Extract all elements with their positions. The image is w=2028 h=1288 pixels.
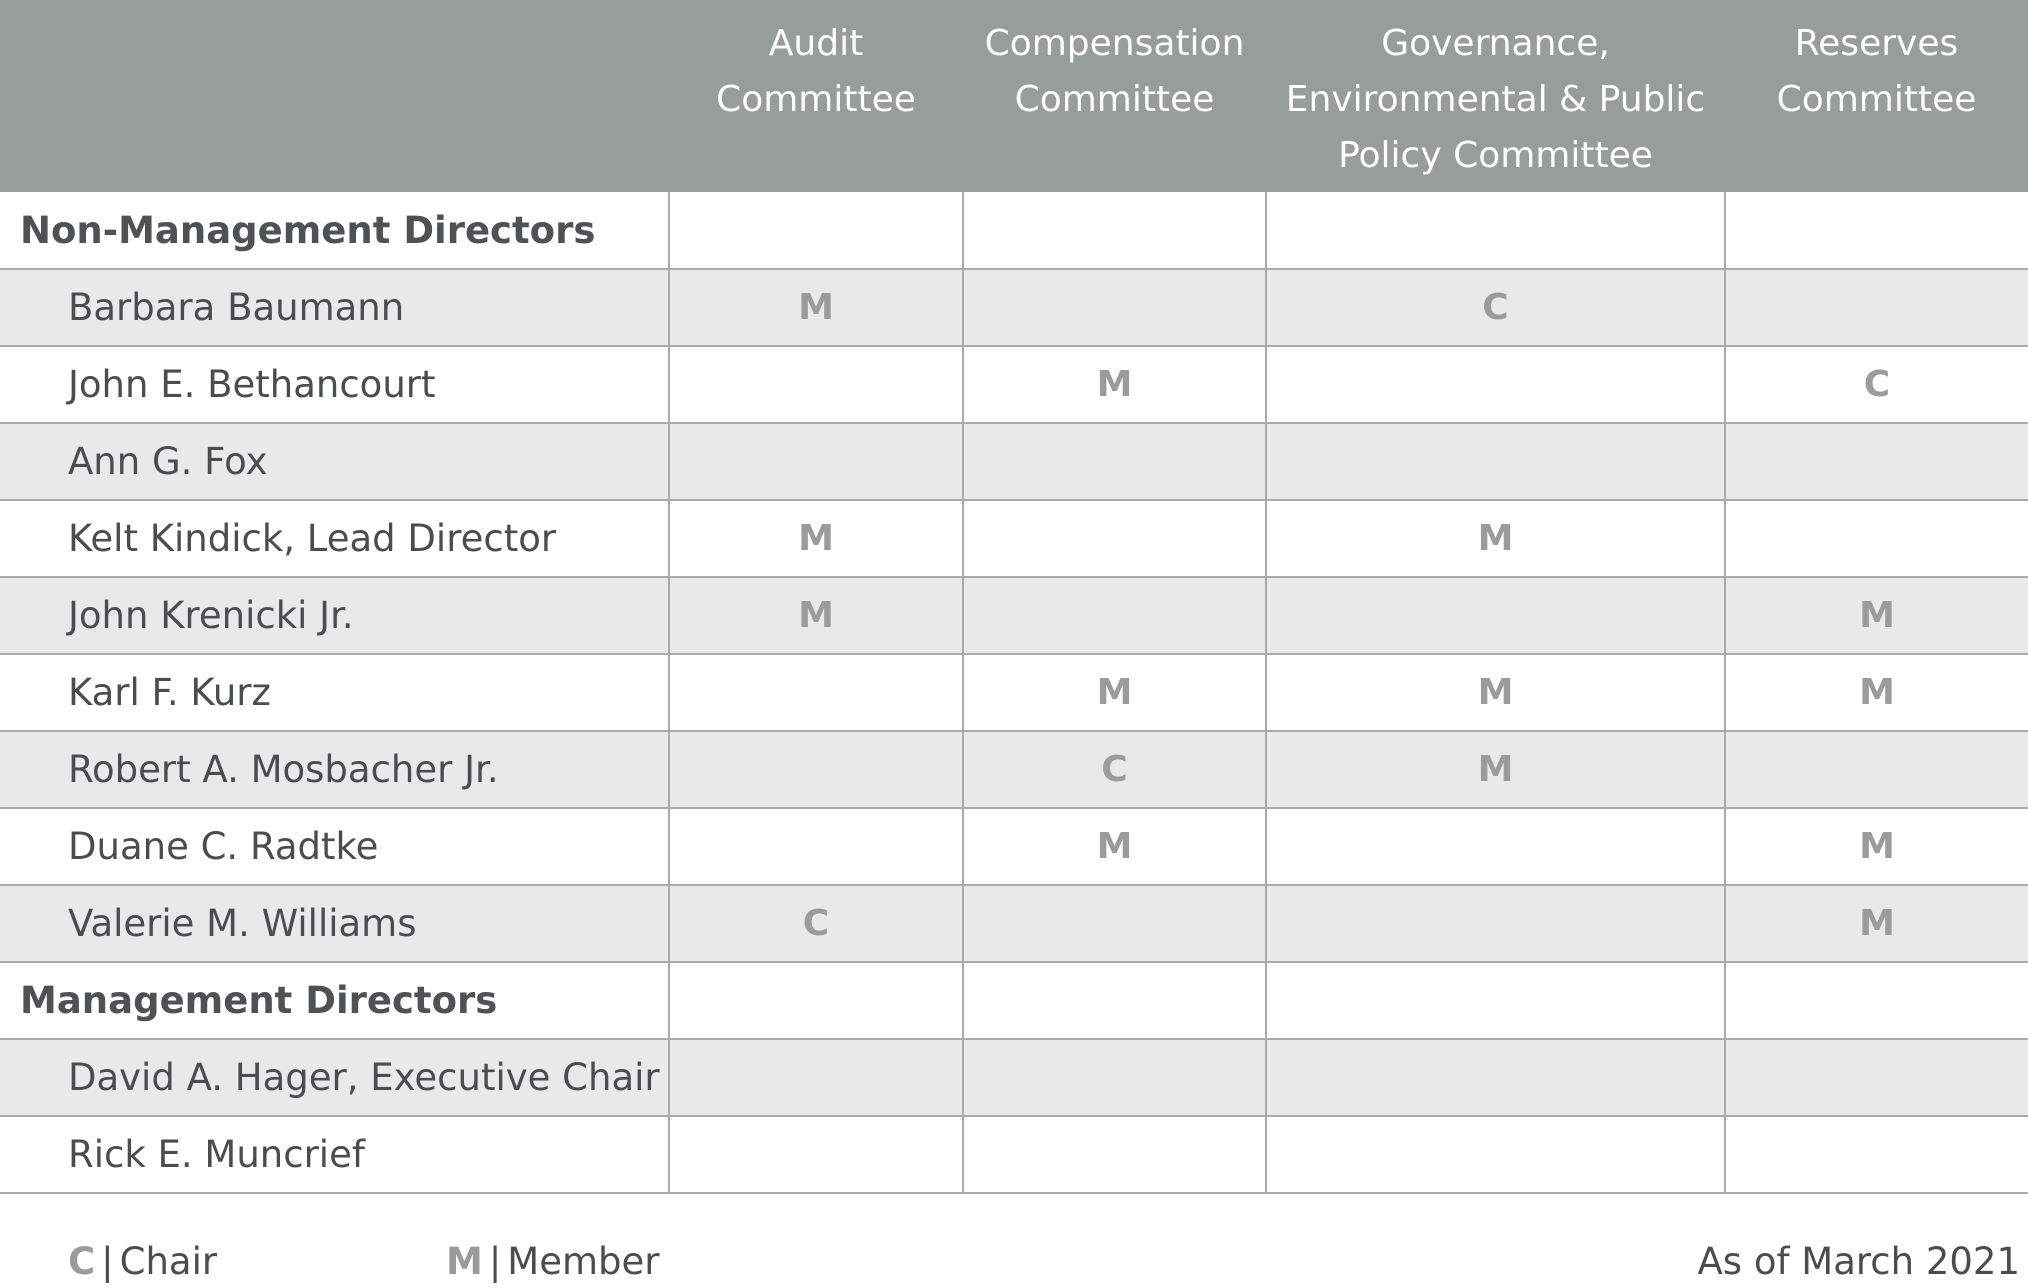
section-empty-cell-governance (1266, 962, 1725, 1039)
header-governance-committee (1266, 0, 1725, 192)
header-reserves-line1: Reserves (1794, 23, 1959, 64)
section-empty-cell-governance (1266, 192, 1725, 269)
header-governance-line3: Policy Committee (1338, 135, 1653, 176)
table-row (0, 885, 2028, 962)
header-compensation-line2: Committee (1014, 79, 1215, 120)
membership-mark-reserves (1725, 1116, 2028, 1193)
header-reserves-line2: Committee (1776, 79, 1977, 120)
membership-mark-reserves (1725, 269, 2028, 346)
section-empty-cell-compensation (963, 192, 1266, 269)
table-row (0, 346, 2028, 423)
header-audit-line2: Committee (716, 79, 916, 120)
header-row (0, 0, 2028, 192)
table-row (0, 577, 2028, 654)
table-row (0, 731, 2028, 808)
director-name: Barbara Baumann (0, 269, 669, 346)
membership-mark-audit (669, 808, 963, 885)
membership-mark-audit: M (669, 269, 963, 346)
membership-mark-reserves (1725, 423, 2028, 500)
director-name: Valerie M. Williams (0, 885, 669, 962)
legend-member (446, 1236, 660, 1288)
director-name: John E. Bethancourt (0, 346, 669, 423)
membership-mark-governance (1266, 1039, 1725, 1116)
table-header (0, 0, 2028, 192)
header-governance-line2: Environmental & Public (1285, 79, 1706, 120)
table-row (0, 500, 2028, 577)
header-compensation-committee (963, 0, 1266, 192)
header-compensation-line1: Compensation (984, 23, 1245, 64)
legend-chair-label: Chair (119, 1240, 218, 1283)
membership-mark-governance (1266, 1116, 1725, 1193)
table-row (0, 654, 2028, 731)
membership-mark-compensation: M (963, 654, 1266, 731)
director-name: David A. Hager, Executive Chair (0, 1039, 669, 1116)
membership-mark-governance (1266, 346, 1725, 423)
membership-mark-governance (1266, 423, 1725, 500)
header-governance-line1: Governance, (1381, 23, 1610, 64)
table-row (0, 808, 2028, 885)
membership-mark-reserves: M (1725, 577, 2028, 654)
membership-mark-compensation (963, 577, 1266, 654)
membership-mark-reserves (1725, 731, 2028, 808)
director-name: Karl F. Kurz (0, 654, 669, 731)
membership-mark-reserves: C (1725, 346, 2028, 423)
section-empty-cell-reserves (1725, 192, 2028, 269)
section-empty-cell-reserves (1725, 962, 2028, 1039)
legend-chair-separator: | (101, 1240, 114, 1283)
membership-mark-audit: C (669, 885, 963, 962)
membership-mark-compensation (963, 500, 1266, 577)
membership-mark-compensation (963, 885, 1266, 962)
membership-mark-compensation (963, 423, 1266, 500)
membership-mark-compensation (963, 1039, 1266, 1116)
membership-mark-governance (1266, 885, 1725, 962)
membership-mark-reserves: M (1725, 654, 2028, 731)
table-row (0, 423, 2028, 500)
membership-mark-governance: M (1266, 500, 1725, 577)
legend-member-code: M (446, 1240, 483, 1283)
as-of-date: As of March 2021 (1697, 1240, 2020, 1283)
membership-mark-compensation: M (963, 808, 1266, 885)
membership-mark-reserves (1725, 1039, 2028, 1116)
section-row (0, 962, 2028, 1039)
membership-mark-governance: M (1266, 654, 1725, 731)
membership-mark-audit (669, 654, 963, 731)
section-empty-cell-audit (669, 962, 963, 1039)
legend-member-label: Member (507, 1240, 660, 1283)
legend-member-separator: | (488, 1240, 502, 1283)
membership-mark-governance: M (1266, 731, 1725, 808)
membership-mark-compensation (963, 1116, 1266, 1193)
section-empty-cell-audit (669, 192, 963, 269)
header-blank-cell (0, 0, 669, 192)
membership-mark-reserves (1725, 500, 2028, 577)
section-empty-cell-compensation (963, 962, 1266, 1039)
header-reserves-committee (1725, 0, 2028, 192)
director-name: John Krenicki Jr. (0, 577, 669, 654)
membership-mark-compensation: M (963, 346, 1266, 423)
director-name: Ann G. Fox (0, 423, 669, 500)
table-row (0, 1039, 2028, 1116)
section-row (0, 192, 2028, 269)
table-row (0, 1116, 2028, 1193)
section-title: Non-Management Directors (0, 192, 669, 269)
membership-mark-reserves: M (1725, 808, 2028, 885)
membership-mark-reserves: M (1725, 885, 2028, 962)
membership-mark-compensation (963, 269, 1266, 346)
header-audit-line1: Audit (768, 23, 864, 64)
membership-mark-audit (669, 731, 963, 808)
membership-mark-governance: C (1266, 269, 1725, 346)
membership-mark-governance (1266, 808, 1725, 885)
membership-mark-audit (669, 423, 963, 500)
membership-mark-audit: M (669, 577, 963, 654)
header-audit-committee (669, 0, 963, 192)
director-name: Duane C. Radtke (0, 808, 669, 885)
director-name: Kelt Kindick, Lead Director (0, 500, 669, 577)
table-row (0, 269, 2028, 346)
membership-mark-governance (1266, 577, 1725, 654)
membership-mark-audit: M (669, 500, 963, 577)
director-name: Robert A. Mosbacher Jr. (0, 731, 669, 808)
membership-mark-audit (669, 346, 963, 423)
director-name: Rick E. Muncrief (0, 1116, 669, 1193)
table-body (0, 192, 2028, 1193)
section-title: Management Directors (0, 962, 669, 1039)
membership-mark-compensation: C (963, 731, 1266, 808)
membership-mark-audit (669, 1039, 963, 1116)
legend-chair-code: C (68, 1240, 96, 1283)
membership-mark-audit (669, 1116, 963, 1193)
legend-chair (68, 1236, 217, 1288)
